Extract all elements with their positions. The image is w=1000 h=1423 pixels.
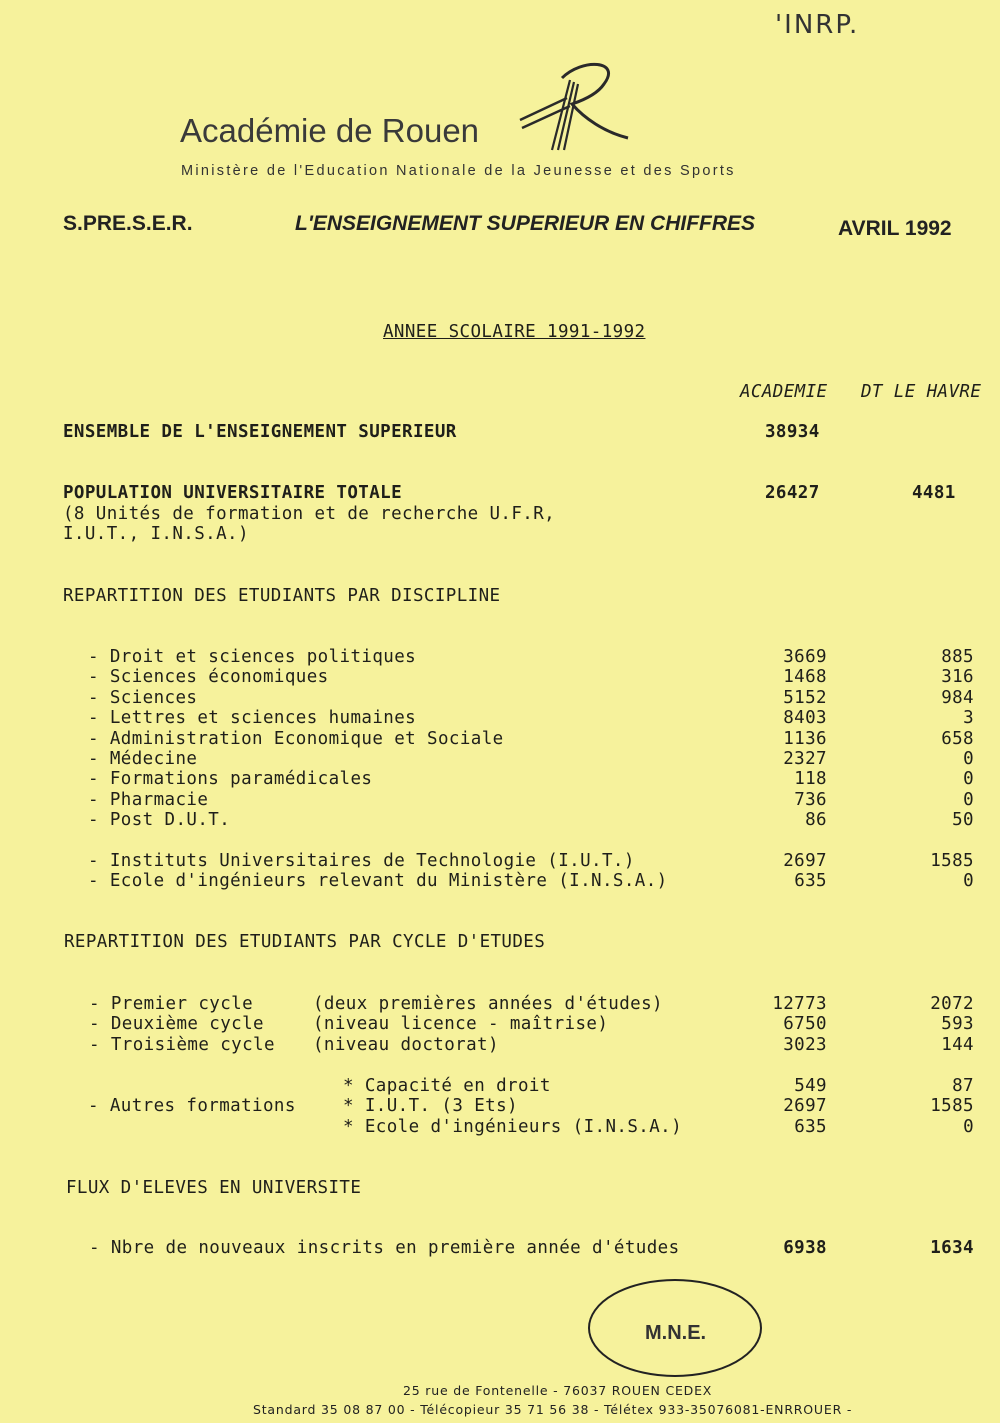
table-row-academie: 5152 — [783, 687, 827, 708]
table-row-academie: 635 — [794, 1116, 827, 1137]
table-row-label: - Sciences économiques — [88, 667, 329, 688]
flux-academie: 6938 — [783, 1238, 827, 1258]
column-header-havre: DT LE HAVRE — [861, 382, 982, 402]
population-note-1: (8 Unités de formation et de recherche U.F.R, — [63, 504, 556, 524]
table-row-label: * Capacité en droit — [343, 1076, 551, 1096]
stamp-text: M.N.E. — [645, 1322, 707, 1344]
table-row-detail: (niveau doctorat) — [313, 1034, 499, 1055]
autres-formations-label: - Autres formations — [88, 1096, 296, 1116]
table-row-havre: 0 — [963, 1116, 974, 1137]
table-row-havre: 658 — [941, 728, 974, 749]
flux-label: - Nbre de nouveaux inscrits en première année d'études — [89, 1238, 680, 1258]
table-row-academie: 2697 — [783, 1096, 827, 1117]
column-header-academie: ACADEMIE — [740, 382, 828, 402]
table-row-academie: 86 — [805, 810, 827, 831]
cycle-section-title: REPARTITION DES ETUDIANTS PAR CYCLE D'ETUDES — [64, 932, 546, 952]
discipline-section-title: REPARTITION DES ETUDIANTS PAR DISCIPLINE — [63, 586, 501, 606]
document-date: AVRIL 1992 — [838, 217, 952, 240]
table-row-havre: 984 — [941, 687, 974, 708]
table-row-label: - Ecole d'ingénieurs relevant du Ministère (I.N.S.A.) — [88, 871, 668, 892]
table-row-havre: 3 — [963, 708, 974, 729]
table-row-havre: 0 — [963, 871, 974, 892]
table-row-label: * I.U.T. (3 Ets) — [343, 1096, 518, 1117]
table-row-label: - Formations paramédicales — [88, 769, 373, 790]
table-row-havre: 1585 — [930, 851, 974, 871]
table-row-academie: 118 — [794, 769, 827, 790]
table-row-havre: 885 — [941, 647, 974, 667]
table-row-havre: 87 — [952, 1076, 974, 1096]
table-row-havre: 593 — [941, 1014, 974, 1035]
footer-contacts: Standard 35 08 87 00 - Télécopieur 35 71 56 38 - Télétex 933-35076081-ENRROUER - — [253, 1402, 853, 1417]
table-row-label: - Droit et sciences politiques — [88, 647, 417, 667]
table-row-label: - Deuxième cycle — [89, 1014, 264, 1035]
ensemble-academie: 38934 — [765, 422, 820, 442]
ministry-name: Ministère de l'Education Nationale de la Jeunesse et des Sports — [181, 163, 736, 179]
population-havre: 4481 — [912, 483, 956, 503]
table-row-detail: (niveau licence - maîtrise) — [313, 1014, 609, 1035]
table-row-label: - Troisième cycle — [89, 1034, 275, 1055]
table-row-academie: 1136 — [783, 728, 827, 749]
table-row-label: - Premier cycle — [89, 994, 254, 1014]
table-row-havre: 0 — [963, 749, 974, 769]
table-row-academie: 2697 — [783, 851, 827, 871]
table-row-havre: 50 — [952, 810, 974, 831]
table-row-academie: 635 — [794, 871, 827, 892]
academy-name: Académie de Rouen — [180, 112, 480, 149]
footer-address: 25 rue de Fontenelle - 76037 ROUEN CEDEX — [403, 1383, 713, 1398]
flux-section-title: FLUX D'ELEVES EN UNIVERSITE — [66, 1178, 362, 1198]
table-row-havre: 1585 — [930, 1096, 974, 1117]
table-row-academie: 549 — [794, 1076, 827, 1096]
table-row-label: - Pharmacie — [88, 789, 209, 810]
table-row-havre: 316 — [941, 667, 974, 688]
handwritten-annotation: 'INRP. — [775, 10, 860, 40]
table-row-academie: 3023 — [783, 1034, 827, 1055]
table-row-academie: 8403 — [783, 708, 827, 729]
table-row-academie: 3669 — [783, 647, 827, 667]
academy-logo-icon — [512, 58, 632, 158]
table-row-label: - Post D.U.T. — [88, 810, 231, 831]
table-row-academie: 1468 — [783, 667, 827, 688]
flux-havre: 1634 — [930, 1238, 974, 1258]
table-row-academie: 2327 — [783, 749, 827, 769]
school-year-title: ANNEE SCOLAIRE 1991-1992 — [383, 322, 646, 342]
table-row-academie: 6750 — [783, 1014, 827, 1035]
table-row-academie: 736 — [794, 789, 827, 810]
ensemble-label: ENSEMBLE DE L'ENSEIGNEMENT SUPERIEUR — [63, 422, 457, 442]
table-row-label: - Lettres et sciences humaines — [88, 708, 417, 729]
table-row-label: - Administration Economique et Sociale — [88, 728, 504, 749]
table-row-academie: 12773 — [772, 994, 827, 1014]
service-name: S.PRE.S.E.R. — [63, 212, 193, 235]
population-note-2: I.U.T., I.N.S.A.) — [63, 524, 249, 544]
table-row-label: - Médecine — [88, 749, 198, 769]
table-row-havre: 0 — [963, 769, 974, 790]
table-row-label: - Instituts Universitaires de Technologie (I.U.T.) — [88, 851, 635, 871]
table-row-havre: 144 — [941, 1034, 974, 1055]
table-row-havre: 0 — [963, 789, 974, 810]
table-row-detail: (deux premières années d'études) — [313, 994, 663, 1014]
document-title: L'ENSEIGNEMENT SUPERIEUR EN CHIFFRES — [295, 212, 756, 235]
table-row-label: * Ecole d'ingénieurs (I.N.S.A.) — [343, 1116, 683, 1137]
population-label: POPULATION UNIVERSITAIRE TOTALE — [63, 483, 403, 503]
table-row-havre: 2072 — [930, 994, 974, 1014]
population-academie: 26427 — [765, 483, 820, 503]
table-row-label: - Sciences — [88, 687, 198, 708]
